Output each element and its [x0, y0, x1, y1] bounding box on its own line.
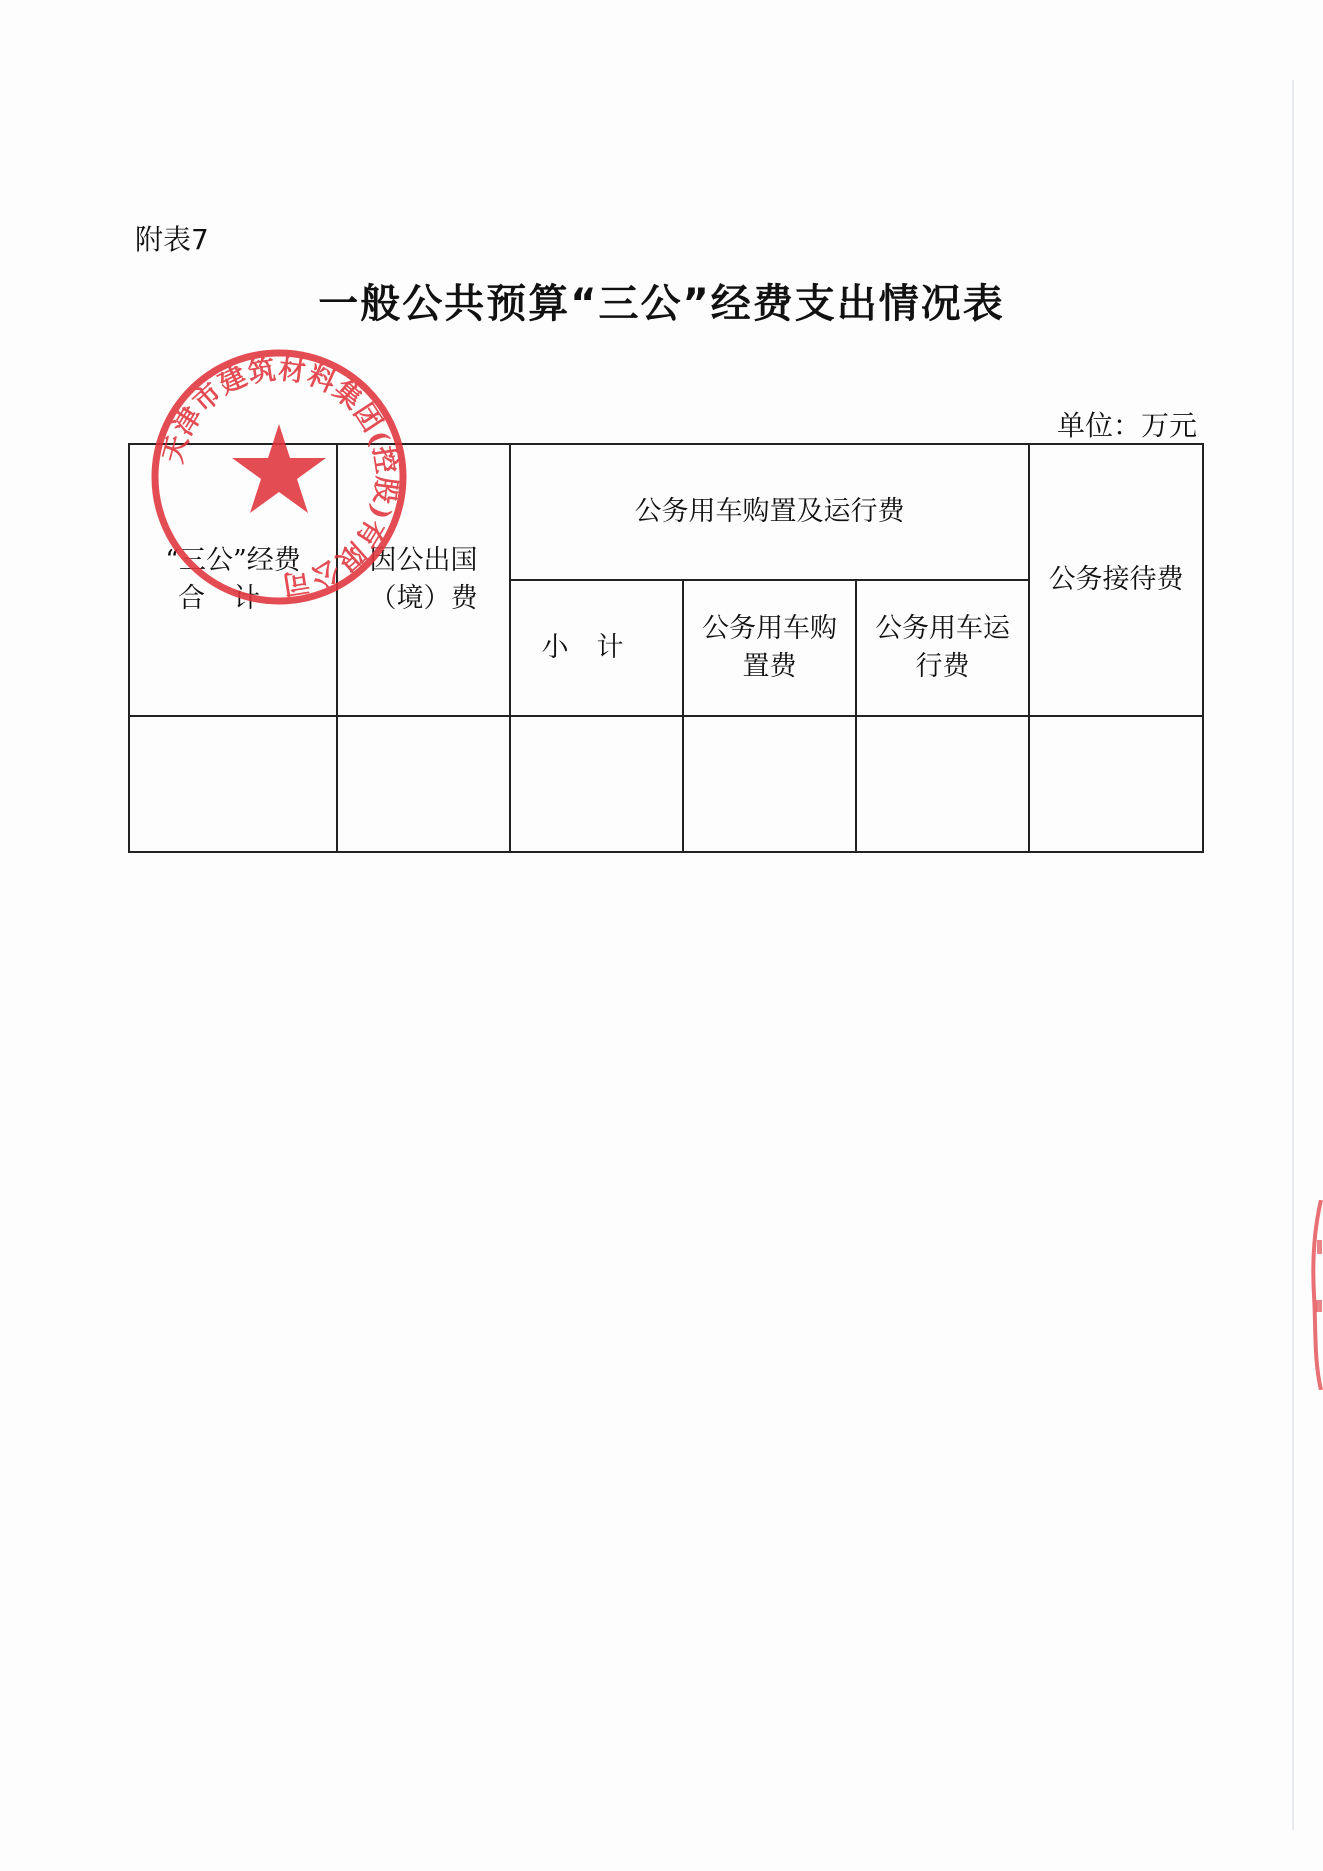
- header-reception: 公务接待费: [1029, 444, 1203, 716]
- header-purchase: [683, 580, 856, 716]
- edge-stamp-fragment: [1308, 1200, 1323, 1390]
- cell-operation: [856, 716, 1029, 852]
- appendix-label: 附表7: [135, 223, 209, 256]
- header-abroad-line2: （境）费: [369, 583, 478, 614]
- cell-purchase: [683, 716, 856, 852]
- page-title: 一般公共预算“三公”经费支出情况表: [318, 281, 1005, 327]
- cell-reception: [1029, 716, 1203, 852]
- header-total: [129, 444, 337, 716]
- header-row-1: [129, 444, 1203, 580]
- cell-total: [129, 716, 337, 852]
- seal-text: 天津市建筑材料集团(控股)有限公司: [157, 354, 402, 600]
- scan-edge-line: [1292, 80, 1294, 1830]
- header-operation: [856, 580, 1029, 716]
- table-row: [129, 716, 1203, 852]
- header-total-line2: 合计: [178, 583, 288, 614]
- three-public-expenses-table: [128, 443, 1204, 853]
- header-total-line1: “三公”经费: [165, 545, 301, 576]
- cell-subtotal: [510, 716, 683, 852]
- header-purchase-line2: 置费: [742, 651, 797, 682]
- header-operation-line2: 行费: [915, 651, 970, 682]
- header-abroad-line1: 因公出国: [369, 545, 478, 576]
- unit-label: 单位：万元: [1056, 409, 1197, 442]
- header-purchase-line1: 公务用车购: [702, 613, 837, 644]
- header-vehicle-group: 公务用车购置及运行费: [510, 444, 1029, 580]
- header-operation-line1: 公务用车运: [875, 613, 1011, 644]
- header-abroad: [337, 444, 510, 716]
- cell-abroad: [337, 716, 510, 852]
- header-subtotal: 小计: [510, 580, 683, 716]
